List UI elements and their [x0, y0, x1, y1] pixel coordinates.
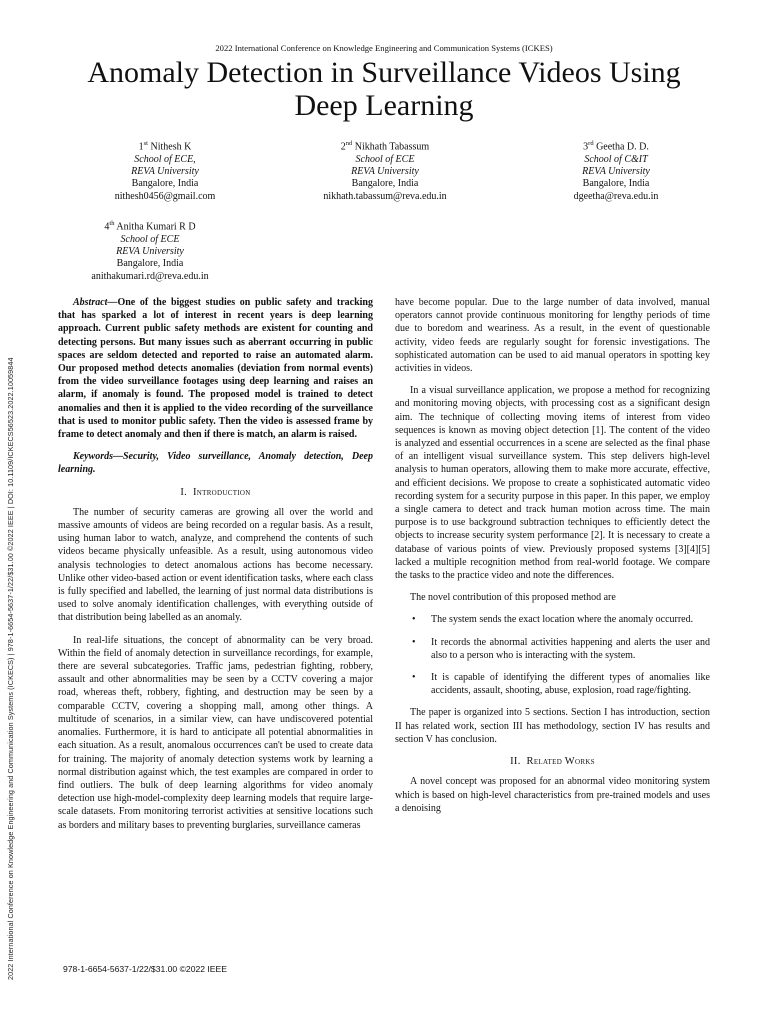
abstract: Abstract—One of the biggest studies on public safety and tracking that has sparked a lot of interest in recent years is deep learning approach. Current public safety methods are existent for counting and detecting persons. But many issues such as aberrant occurring in public spaces are seldom detected and reported to raise an automated alarm. Our proposed method detects anomalies (deviation from normal events) from the video surveillance footages using deep learning and raises an alarm, if anomaly is found. The proposed model is trained to detect anomalies and then it is applied to the video recording of the surveillance that is used to monitor public safety. Then the video is assessed frame by frame to detect anomaly and then if there is match, an alarm is raised. — [58, 297, 373, 441]
side-identifier: 2022 International Conference on Knowledge Engineering and Communication Systems (ICKECS) | 978-1-6654-5637-1/22/$31.00 ©2022 IEEE | DOI: 10.1109/ICKECS56523.2022.10059844 — [6, 357, 15, 980]
contribution-intro: The novel contribution of this proposed method are — [410, 592, 616, 604]
author-city: Bangalore, India — [351, 178, 419, 190]
related-works-paragraph-1: A novel concept was proposed for an abnormal video monitoring system which is based on high-level characteristics from pre-trained models and uses a denoising — [395, 776, 710, 814]
list-item: • The system sends the exact location where the anomaly occurred. — [412, 614, 694, 626]
author-4 — [70, 218, 230, 283]
intro-paragraph-1: The number of security cameras are growing all over the world and massive amounts of videos are being recorded on a regular basis. As a result, using human labor to watch, analyze, and comprehend the contents of such videos became physically unfeasible. As a result, using autonomous video analysis technologies to detect anomalous actions has become necessary. Unlike other video-based action or event identification tasks, where each class is fully specified and labelled, the learning of just normal data distributions is used to solve anomaly identification challenges, with everything outside of that distribution being labelled as an anomaly. — [58, 506, 373, 624]
keywords: Keywords—Security, Video surveillance, Anomaly detection, Deep learning. — [58, 451, 373, 476]
author-email[interactable]: nikhath.tabassum@reva.edu.in — [323, 190, 447, 202]
author-university: REVA University — [351, 165, 419, 177]
author-3 — [536, 138, 696, 203]
bullet-icon: • — [412, 614, 416, 626]
right-paragraph-1: have become popular. Due to the large number of data involved, manual operators cannot provide continuous monitoring for lengthy periods of time due to boredom and weariness. As a result, in the event of questionable activity, video feeds are regularly sought for forensic investigations. The sophisticated automation can be used to aid manual operators in spotting key activities in videos. — [395, 297, 710, 375]
paper-title: Anomaly Detection in Surveillance Videos Using Deep Learning — [87, 56, 681, 122]
author-name: 4th Anitha Kumari R D — [104, 220, 196, 233]
author-city: Bangalore, India — [131, 178, 199, 190]
author-2 — [300, 138, 470, 203]
author-email[interactable]: dgeetha@reva.edu.in — [573, 190, 659, 202]
author-school: School of ECE — [120, 233, 180, 245]
author-school: School of ECE, — [134, 153, 196, 165]
conference-header: 2022 International Conference on Knowledge Engineering and Communication Systems (ICKES) — [215, 43, 553, 53]
right-paragraph-2: In a visual surveillance application, we propose a method for recognizing and monitoring moving objects, with processing cost as a significant design aim. The technique of collecting moving items of interest from video sequences is known as moving object detection [1]. The content of the video is analyzed and essential occurrences in a scene are selected as the final phase of an intelligent visual surveillance system. This step delivers high-level analysis to human operators, allowing them to make more accurate, effective, and efficient decisions. We propose to create a sophisticated automatic video recording system for a security purpose in this paper. In this paper, we employ a single camera to detect and track human motion across time. The main purpose is to use background subtraction techniques to efficiently detect the objects to increase security system performance [2]. It is necessary to create a database of various points of view. Previously proposed systems [3][4][5] lacked a multiple recognition method from real-world footage. We compare the tasks to the practice video and note the differences. — [395, 385, 710, 582]
author-name: 3rd Geetha D. D. — [583, 140, 649, 153]
author-name: 2nd Nikhath Tabassum — [340, 140, 430, 153]
footer-copyright: 978-1-6654-5637-1/22/$31.00 ©2022 IEEE — [63, 964, 228, 974]
bullet-icon: • — [412, 672, 416, 684]
intro-paragraph-2: In real-life situations, the concept of abnormality can be very broad. Within the field of anomaly detection in surveillance recordings, for example, there are several subcategories. Traffic jams, pedestrian fighting, robbery, assault and other abnormalities may be seen by a CCTV covering a major road, whereas theft, robbery, fighting, and destruction may be seen by a comparable CCTV, covering a shopping mall, among other things. A multitude of scenarios, in a similar view, can have undiscovered potential anomalies. Furthermore, it is hard to anticipate all potential abnormalities in each situation. As a result, anomalous occurrences can't be used to create data for training. The majority of anomaly detection systems work by learning a normal distribution against which, the test examples are compared in order to find outliers. The bulk of deep learning algorithms for video anomaly detection use high-model-complexity deep learning models that require large-scale datasets. From monitoring terrorist activities at sensitive locations such as borders and military bases to preventing burglaries, surveillance cameras — [58, 634, 373, 831]
author-city: Bangalore, India — [582, 178, 650, 190]
section-heading-related-works: II. Related Works — [510, 756, 595, 768]
left-column — [58, 296, 373, 841]
author-email[interactable]: anithakumari.rd@reva.edu.in — [91, 270, 209, 282]
organization-paragraph: The paper is organized into 5 sections. Section I has introduction, section II has related work, section III has methodology, section IV has results and section V has conclusion. — [395, 707, 710, 745]
list-item: • It is capable of identifying the different types of anomalies like accidents, assault, shooting, abuse, explosion, road rage/fighting. — [412, 672, 710, 697]
section-heading-introduction: I. Introduction — [180, 486, 251, 498]
author-university: REVA University — [582, 165, 650, 177]
right-column — [395, 296, 710, 824]
author-university: REVA University — [116, 245, 184, 257]
author-name: 1st Nithesh K — [138, 140, 192, 153]
author-university: REVA University — [131, 165, 199, 177]
author-school: School of C&IT — [584, 153, 648, 165]
bullet-icon: • — [412, 636, 416, 648]
author-school: School of ECE — [355, 153, 415, 165]
contribution-list — [395, 613, 710, 697]
author-1 — [85, 138, 245, 203]
author-email[interactable]: nithesh0456@gmail.com — [114, 190, 216, 202]
list-item: • It records the abnormal activities happening and alerts the user and also to a person who is interacting with the system. — [412, 636, 710, 661]
author-city: Bangalore, India — [116, 258, 184, 270]
